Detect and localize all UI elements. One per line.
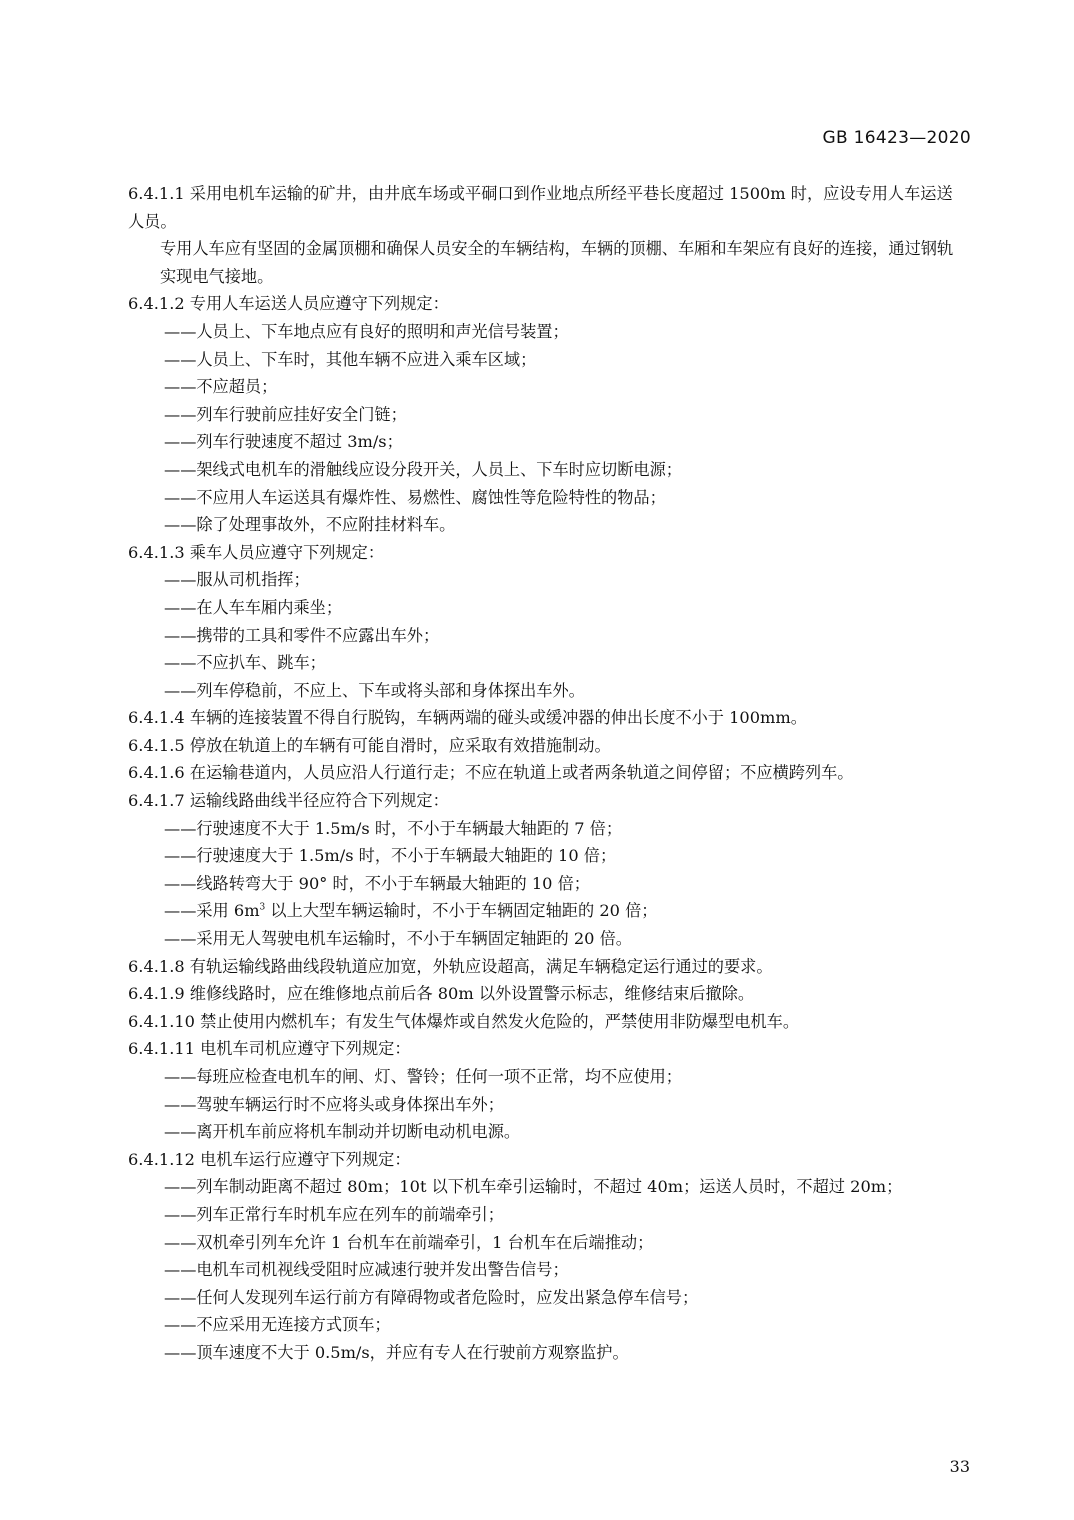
list-item: ——驾驶车辆运行时不应将头或身体探出车外；	[164, 1094, 504, 1114]
list-item: ——行驶速度大于 1.5m/s 时，不小于车辆最大轴距的 10 倍；	[164, 846, 617, 866]
list-item-text: 以上大型车辆运输时，不小于车辆固定轴距的 20 倍；	[265, 901, 658, 921]
list-item: ——每班应检查电机车的闸、灯、警铃；任何一项不正常，均不应使用；	[164, 1067, 682, 1086]
list-item: ——不应超员；	[164, 377, 278, 397]
list-item: ——行驶速度不大于 1.5m/s 时，不小于车辆最大轴距的 7 倍；	[164, 818, 623, 838]
list-item: ——携带的工具和零件不应露出车外；	[164, 625, 440, 645]
list-item: ——人员上、下车时，其他车辆不应进入乘车区域；	[164, 349, 537, 369]
list-item: ——列车制动距离不超过 80m；10t 以下机车牵引运输时，不超过 40m；运送人员时，不超过 20m；	[164, 1177, 903, 1197]
list-item: ——人员上、下车地点应有良好的照明和声光信号装置；	[164, 321, 569, 341]
list-item: ——顶车速度不大于 0.5m/s，并应有专人在行驶前方观察监护。	[164, 1342, 629, 1362]
list-item: ——任何人发现列车运行前方有障碍物或者危险时，应发出紧急停车信号；	[164, 1287, 699, 1307]
clause-6-4-1-5: 6.4.1.5 停放在轨道上的车辆有可能自滑时，应采取有效措施制动。	[128, 735, 611, 755]
list-item	[128, 897, 968, 925]
list-item: ——在人车车厢内乘坐；	[164, 597, 343, 617]
list-item-text: ——采用 6m	[164, 901, 260, 921]
list-item: ——列车正常行车时机车应在列车的前端牵引；	[164, 1204, 504, 1224]
document-body	[128, 180, 968, 1367]
clause-6-4-1-9: 6.4.1.9 维修线路时，应在维修地点前后各 80m 以外设置警示标志，维修结束后撤除。	[128, 984, 755, 1004]
clause-6-4-1-3-title: 6.4.1.3 乘车人员应遵守下列规定：	[128, 542, 385, 562]
list-item: ——服从司机指挥；	[164, 570, 310, 590]
clause-6-4-1-7-title: 6.4.1.7 运输线路曲线半径应符合下列规定：	[128, 791, 449, 811]
list-item: ——线路转弯大于 90° 时，不小于车辆最大轴距的 10 倍；	[164, 873, 590, 893]
superscript: 3	[259, 903, 266, 914]
clause-6-4-1-6: 6.4.1.6 在运输巷道内，人员应沿人行道行走；不应在轨道上或者两条轨道之间停留；不应横跨列车。	[128, 763, 854, 783]
list-item: ——离开机车前应将机车制动并切断电动机电源。	[164, 1122, 521, 1142]
list-item: ——列车行驶前应挂好安全门链；	[164, 404, 407, 424]
list-item: ——不应采用无连接方式顶车；	[164, 1315, 391, 1335]
list-item: ——采用无人驾驶电机车运输时，不小于车辆固定轴距的 20 倍。	[164, 929, 632, 949]
standard-number: GB 16423—2020	[822, 128, 971, 148]
clause-6-4-1-8: 6.4.1.8 有轨运输线路曲线段轨道应加宽，外轨应设超高，满足车辆稳定运行通过的要求。	[128, 956, 773, 976]
clause-6-4-1-10: 6.4.1.10 禁止使用内燃机车；有发生气体爆炸或自然发火危险的，严禁使用非防爆型电机车。	[128, 1011, 800, 1031]
clause-6-4-1-1-para-2: 专用人车应有坚固的金属顶棚和确保人员安全的车辆结构，车辆的顶棚、车厢和车架应有良好的连接，通过钢轨实现电气接地。	[160, 239, 954, 286]
list-item: ——电机车司机视线受阻时应减速行驶并发出警告信号；	[164, 1260, 569, 1280]
list-item: ——不应扒车、跳车；	[164, 653, 326, 673]
list-item: ——列车停稳前，不应上、下车或将头部和身体探出车外。	[164, 680, 585, 700]
list-item: ——双机牵引列车允许 1 台机车在前端牵引，1 台机车在后端推动；	[164, 1232, 654, 1252]
list-item: ——架线式电机车的滑触线应设分段开关，人员上、下车时应切断电源；	[164, 459, 682, 479]
page-number: 33	[949, 1457, 970, 1476]
clause-6-4-1-1: 6.4.1.1 采用电机车运输的矿井，由井底车场或平硐口到作业地点所经平巷长度超过 1500m 时，应设专用人车运送人员。	[128, 184, 953, 231]
clause-6-4-1-4: 6.4.1.4 车辆的连接装置不得自行脱钩，车辆两端的碰头或缓冲器的伸出长度不小于 100mm。	[128, 708, 807, 728]
clause-6-4-1-11-title: 6.4.1.11 电机车司机应遵守下列规定：	[128, 1039, 411, 1059]
list-item: ——列车行驶速度不超过 3m/s；	[164, 432, 403, 452]
clause-6-4-1-2-title: 6.4.1.2 专用人车运送人员应遵守下列规定：	[128, 294, 449, 314]
clause-6-4-1-12-title: 6.4.1.12 电机车运行应遵守下列规定：	[128, 1149, 411, 1169]
list-item: ——除了处理事故外，不应附挂材料车。	[164, 515, 456, 535]
list-item: ——不应用人车运送具有爆炸性、易燃性、腐蚀性等危险特性的物品；	[164, 487, 666, 507]
